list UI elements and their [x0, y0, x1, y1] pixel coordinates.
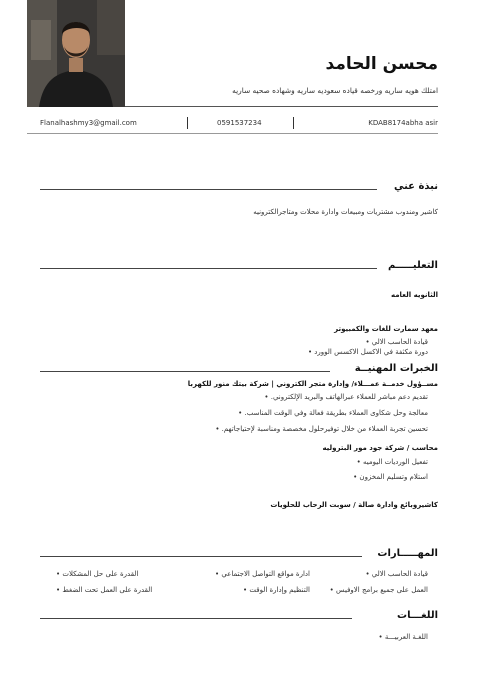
- list-item: معالجة وحل شكاوى العملاء بطريقة فعالة وفي الوقت المناسب. •: [238, 409, 428, 417]
- experience-title: الخبرات المهنيــة: [354, 363, 438, 374]
- list-item: العمل على جميع برامج الاوفيس •: [330, 586, 428, 594]
- profile-photo: [27, 0, 125, 107]
- languages-title: اللغـــات: [397, 610, 438, 621]
- section-line: [40, 189, 377, 190]
- job-title: محاسب / شركة جود مور البتروليه: [322, 444, 438, 452]
- header-divider: [125, 106, 438, 107]
- section-line: [40, 618, 352, 619]
- section-line: [40, 268, 377, 269]
- about-text: كاشير ومندوب مشتريات ومبيعات وادارة محلات ومتاجرالكترونيه: [253, 208, 438, 216]
- languages-section-header: [40, 610, 438, 624]
- list-item: التنظيم وإدارة الوقت •: [243, 586, 310, 594]
- skills-title: المهـــــارات: [377, 548, 438, 559]
- education-institute: معهد سمارت للغات والكمبيوتر: [334, 325, 438, 333]
- person-name: محسن الحامد: [325, 54, 438, 74]
- contact-divider: [27, 133, 438, 134]
- skills-section-header: [40, 548, 438, 562]
- list-item: ادارة مواقع التواصل الاجتماعي •: [215, 570, 310, 578]
- phone-number[interactable]: 0591537234: [217, 119, 262, 127]
- list-item: تفعيل الورديات اليوميه •: [357, 458, 428, 466]
- education-school: الثانويه العامه: [390, 291, 438, 299]
- experience-section-header: [40, 363, 438, 377]
- section-line: [40, 371, 330, 372]
- divider: [293, 117, 294, 129]
- section-line: [40, 556, 362, 557]
- list-item: تقديم دعم مباشر للعملاء عبرالهاتف والبريد الإلكتروني. •: [264, 393, 428, 401]
- address: KDAB8174abha asir: [368, 119, 438, 127]
- list-item: اللغـة العربيـــة •: [379, 633, 428, 641]
- list-item: دورة مكثفة في الاكسل الاكسس الوورد •: [308, 348, 428, 356]
- list-item: القدرة على العمل تحت الضغط •: [56, 586, 152, 594]
- person-portrait-icon: [27, 0, 125, 107]
- list-item: استلام وتسليم المخزون •: [353, 473, 428, 481]
- tagline: امتلك هويه ساريه ورخصه قياده سعوديه ساريه وشهاده صحيه ساريه: [232, 86, 438, 95]
- education-section-header: [40, 260, 438, 274]
- job-title: كاشيروبائع وادارة صالة / سوبت الرحاب للحلويات: [270, 501, 438, 509]
- job-title: مســؤول خدمــة عمـــلاء/ وإدارة متجر الكتروني | شركة بيتك منور للكهربا: [187, 380, 438, 388]
- email-link[interactable]: Flanalhashmy3@gmail.com: [40, 119, 137, 127]
- divider: [187, 117, 188, 129]
- list-item: تحسين تجربة العملاء من خلال توفيرحلول مخصصة ومناسبة لإحتياجاتهم. •: [215, 425, 428, 433]
- about-title: نبذة عني: [393, 181, 438, 192]
- list-item: القدرة على حل المشكلات •: [56, 570, 138, 578]
- education-title: التعليـــــم: [387, 260, 438, 271]
- about-section-header: [40, 181, 438, 195]
- skills-list: [56, 570, 428, 598]
- list-item: قيادة الحاسب الالي •: [365, 338, 428, 346]
- list-item: قيادة الحاسب الالي •: [365, 570, 428, 578]
- contact-row: [40, 119, 438, 129]
